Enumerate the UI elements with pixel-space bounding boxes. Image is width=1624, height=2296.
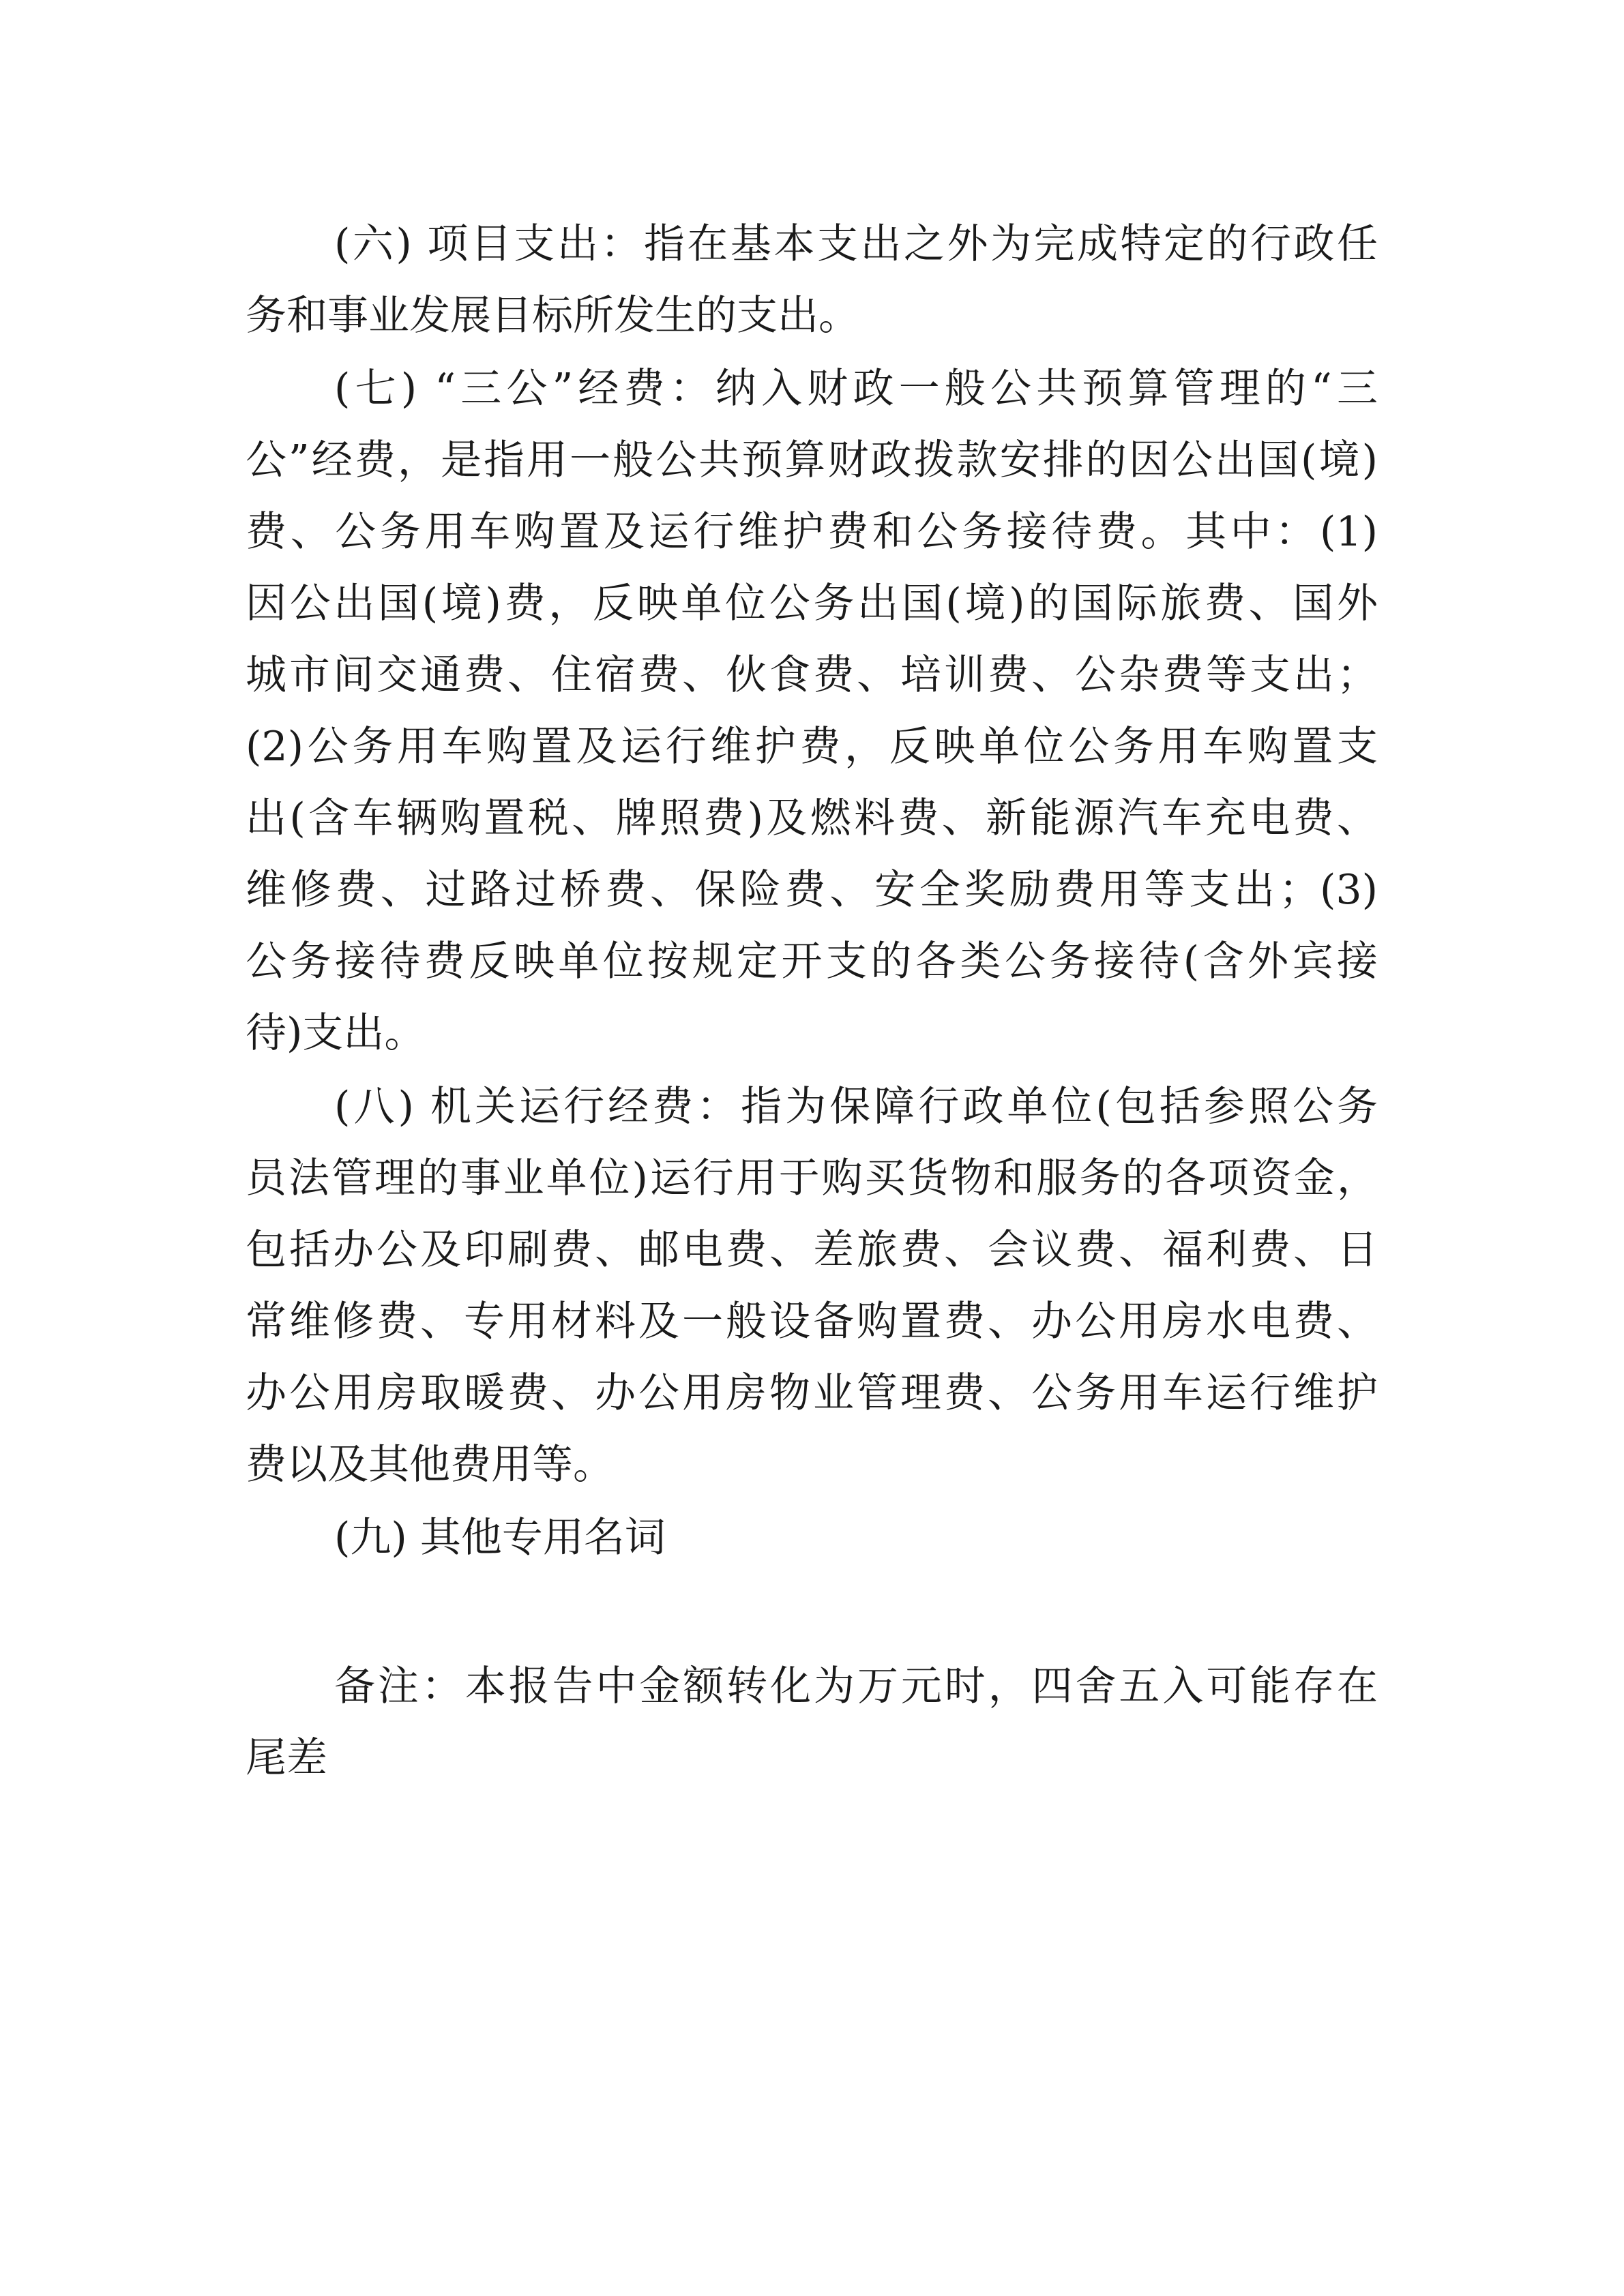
- section-6-line-1: (六) 项目支出：指在基本支出之外为完成特定的行政任: [334, 220, 1378, 268]
- section-8-line-3: 包括办公及印刷费、邮电费、差旅费、会议费、福利费、日: [246, 1226, 1378, 1274]
- section-8-line-4: 常维修费、专用材料及一般设备购置费、办公用房水电费、: [246, 1298, 1378, 1345]
- section-8-line-6: 费以及其他费用等。: [246, 1441, 614, 1489]
- section-7-line-10: 待)支出。: [246, 1009, 426, 1057]
- section-8-line-5: 办公用房取暖费、办公用房物业管理费、公务用车运行维护: [246, 1369, 1378, 1417]
- section-7-line-3: 费、公务用车购置及运行维护费和公务接待费。其中：(1): [246, 508, 1378, 556]
- section-7-line-1: (七) “三公”经费：纳入财政一般公共预算管理的“三: [334, 365, 1378, 413]
- section-8-line-2: 员法管理的事业单位)运行用于购买货物和服务的各项资金，: [246, 1154, 1378, 1202]
- section-7-line-7: 出(含车辆购置税、牌照费)及燃料费、新能源汽车充电费、: [246, 794, 1378, 842]
- section-7-line-6: (2)公务用车购置及运行维护费，反映单位公务用车购置支: [246, 723, 1378, 771]
- section-8-line-1: (八) 机关运行经费：指为保障行政单位(包括参照公务: [334, 1083, 1378, 1131]
- section-7-line-9: 公务接待费反映单位按规定开支的各类公务接待(含外宾接: [246, 938, 1378, 985]
- note-line-1: 备注：本报告中金额转化为万元时，四舍五入可能存在: [334, 1663, 1378, 1710]
- section-9-line-1: (九) 其他专用名词: [334, 1514, 666, 1562]
- section-6-line-2: 务和事业发展目标所发生的支出。: [246, 292, 859, 340]
- section-7-line-8: 维修费、过路过桥费、保险费、安全奖励费用等支出；(3): [246, 866, 1378, 914]
- section-7-line-5: 城市间交通费、住宿费、伙食费、培训费、公杂费等支出；: [246, 651, 1378, 699]
- note-line-2: 尾差: [246, 1734, 327, 1782]
- section-7-line-2: 公”经费，是指用一般公共预算财政拨款安排的因公出国(境): [246, 436, 1378, 484]
- section-7-line-4: 因公出国(境)费，反映单位公务出国(境)的国际旅费、国外: [246, 580, 1378, 627]
